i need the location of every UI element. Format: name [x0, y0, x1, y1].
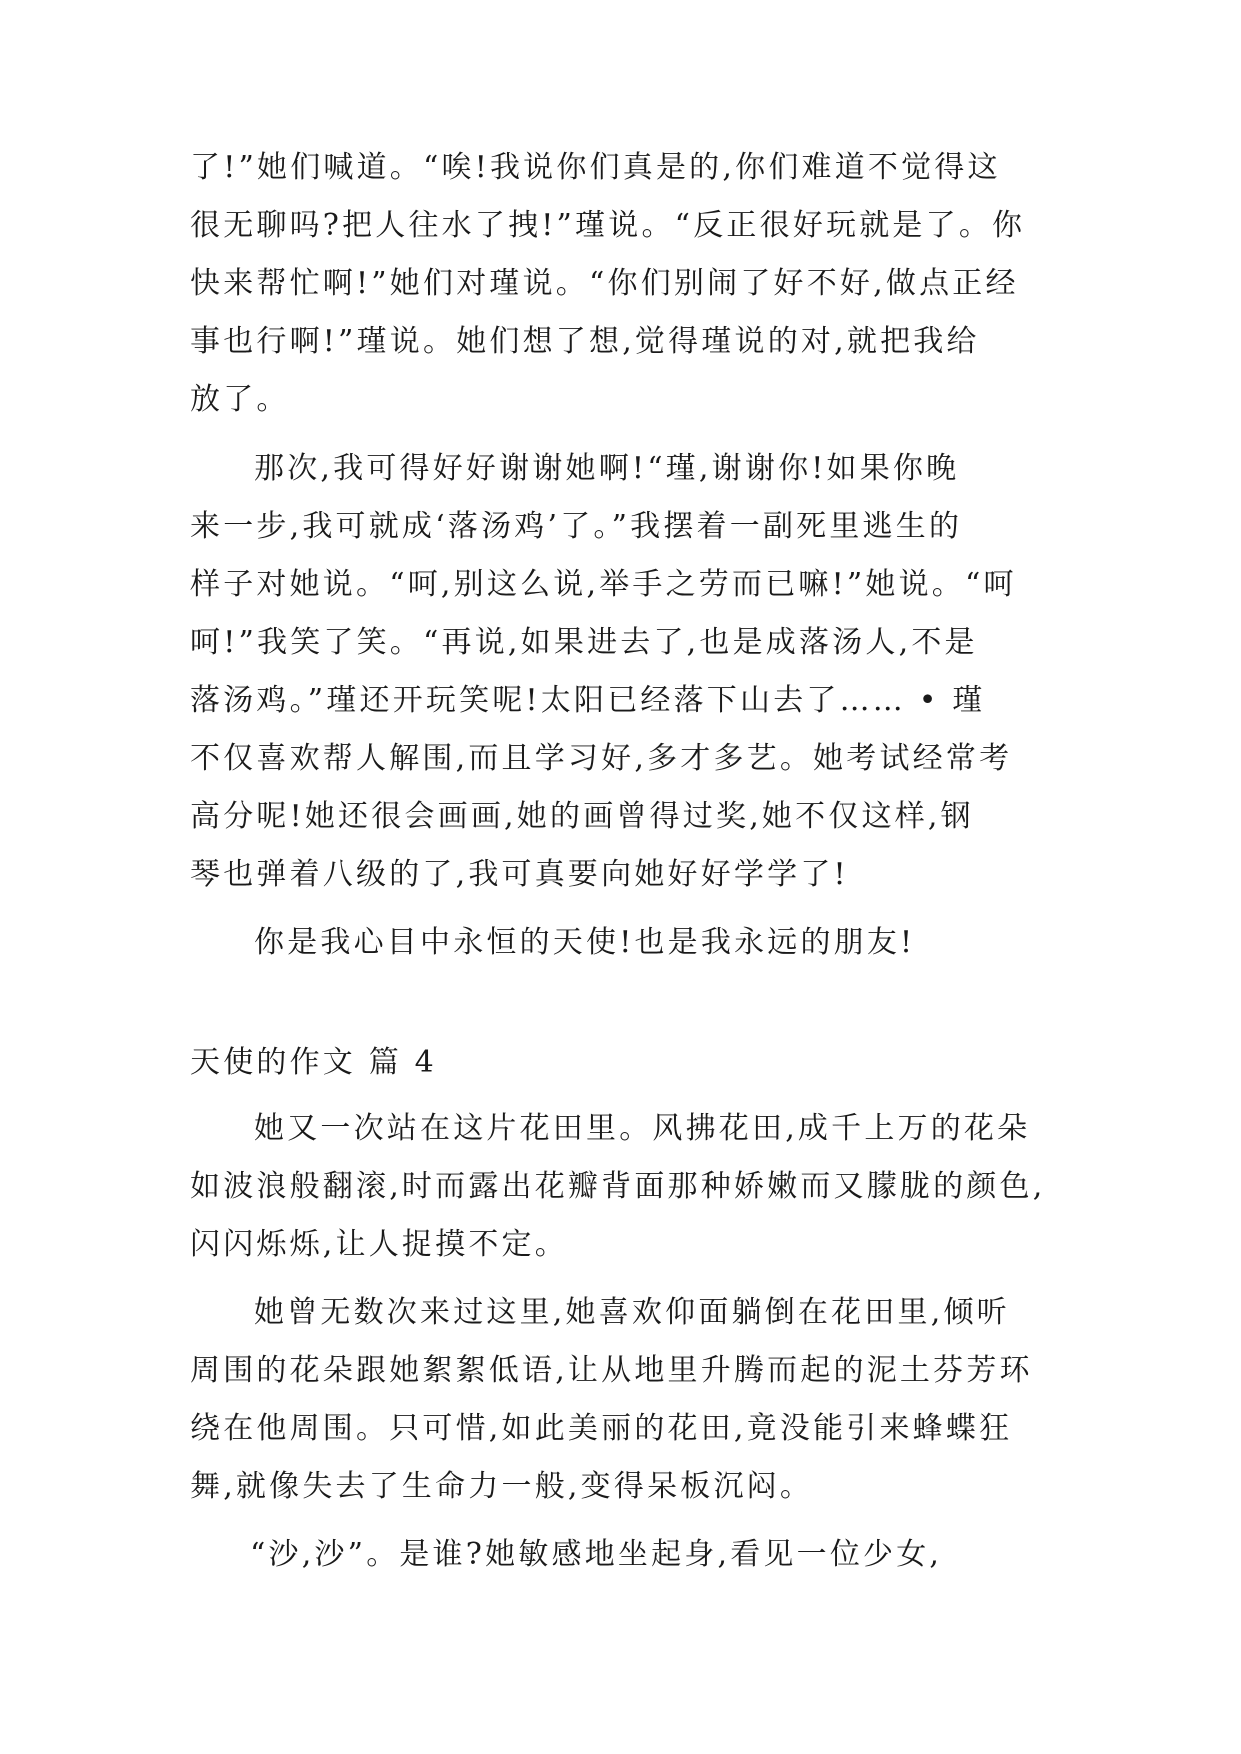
paragraph-line: 很无聊吗?把人往水了拽!”瑾说。“反正很好玩就是了。你 — [190, 208, 1026, 243]
paragraph-line: 她又一次站在这片花田里。风拂花田,成千上万的花朵 — [254, 1111, 1031, 1146]
paragraph-line: “沙,沙”。是谁?她敏感地坐起身,看见一位少女, — [250, 1537, 943, 1572]
paragraph-line: 样子对她说。“呵,别这么说,举手之劳而已嘛!”她说。“呵 — [190, 567, 1017, 602]
paragraph-line: 琴也弹着八级的了,我可真要向她好好学学了! — [190, 857, 849, 892]
paragraph-line: 快来帮忙啊!”她们对瑾说。“你们别闹了好不好,做点正经 — [190, 266, 1019, 301]
paragraph-line: 如波浪般翻滚,时而露出花瓣背面那种娇嫩而又朦胧的颜色, — [190, 1169, 1046, 1204]
paragraph-line: 舞,就像失去了生命力一般,变得呆板沉闷。 — [190, 1469, 814, 1504]
paragraph-line: 了!”她们喊道。“唉!我说你们真是的,你们难道不觉得这 — [190, 150, 1001, 185]
paragraph-line: 放了。 — [190, 382, 290, 417]
paragraph-line: 不仅喜欢帮人解围,而且学习好,多才多艺。她考试经常考 — [190, 741, 1013, 776]
paragraph-line: 高分呢!她还很会画画,她的画曾得过奖,她不仅这样,钢 — [190, 799, 974, 834]
paragraph-line: 你是我心目中永恒的天使!也是我永远的朋友! — [254, 925, 916, 960]
paragraph-line: 那次,我可得好好谢谢她啊!“瑾,谢谢你!如果你晚 — [254, 451, 960, 486]
paragraph-line: 落汤鸡。”瑾还开玩笑呢!太阳已经落下山去了…… • 瑾 — [190, 683, 986, 718]
paragraph-line: 事也行啊!”瑾说。她们想了想,觉得瑾说的对,就把我给 — [190, 324, 980, 359]
paragraph-line: 她曾无数次来过这里,她喜欢仰面躺倒在花田里,倾听 — [254, 1295, 1010, 1330]
paragraph-line: 呵!”我笑了笑。“再说,如果进去了,也是成落汤人,不是 — [190, 625, 978, 660]
paragraph-line: 周围的花朵跟她絮絮低语,让从地里升腾而起的泥土芬芳环 — [190, 1353, 1033, 1388]
paragraph-line: 闪闪烁烁,让人捉摸不定。 — [190, 1227, 568, 1262]
section-heading: 天使的作文 篇 4 — [190, 1045, 437, 1080]
paragraph-line: 绕在他周围。只可惜,如此美丽的花田,竟没能引来蜂蝶狂 — [190, 1411, 1013, 1446]
paragraph-line: 来一步,我可就成‘落汤鸡’了。”我摆着一副死里逃生的 — [190, 509, 963, 544]
